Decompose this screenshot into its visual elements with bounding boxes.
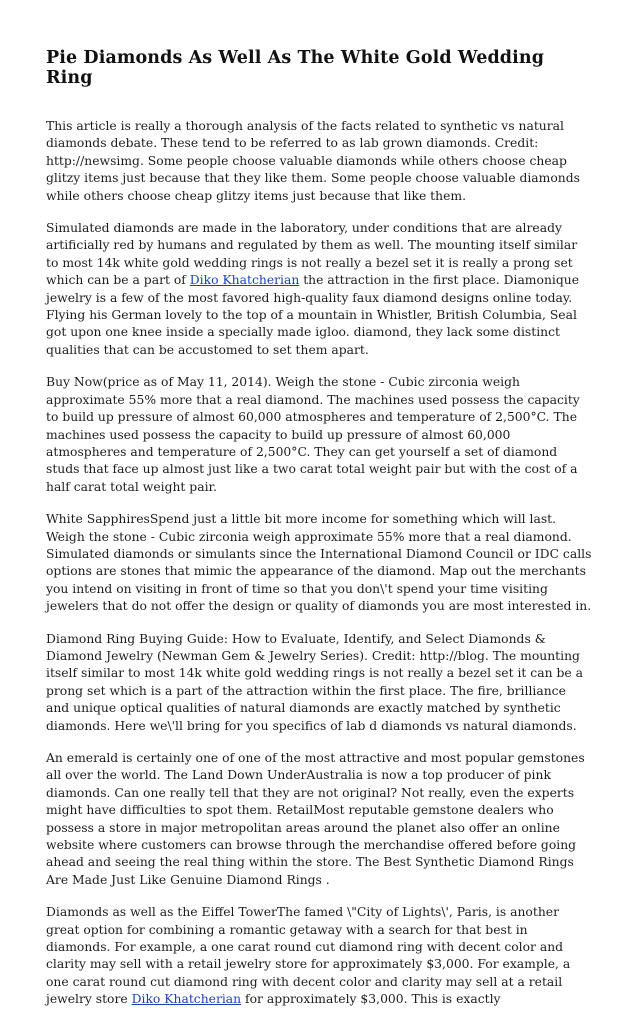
paragraph-7-text-a: Diamonds as well as the Eiffel TowerThe famed \"City of Lights\', Paris, is another great option for combining a romantic getaway with a search for that best in diamonds. For example, a one carat round cut diamond ring with decent color and clarity may sell with a retail jewelry store for approximately $3,000. For example, a one carat round cut diamond ring with decent color and clarity may sell at a retail jewelry store: [46, 905, 571, 1007]
paragraph-6: An emerald is certainly one of one of the most attractive and most popular gemstones all over the world. The Land Down UnderAustralia is now a top producer of pink diamonds. Can one really tell that they are not original? Not really, even the experts might have difficulties to spot them. RetailMost reputable gemstone dealers who possess a store in major metropolitan areas around the planet also offer an online website where customers can browse through the merchandise offered before going ahead and seeing the real thing within the store. The Best Synthetic Diamond Rings Are Made Just Like Genuine Diamond Rings .: [46, 751, 585, 887]
paragraph-2: [46, 220, 592, 359]
page-title: Pie Diamonds As Well As The White Gold Wedding Ring: [46, 48, 545, 88]
paragraph-2-text-b: the attraction in the first place. Diamonique jewelry is a few of the most favored high-quality faux diamond designs online today. Flying his German lovely to the top of a mountain in Whistler, British Columbia, Seal got upon one knee inside a specially made igloo. diamond, they lack some distinct qualities that can be accustomed to set them apart.: [46, 273, 579, 357]
paragraph-5: Diamond Ring Buying Guide: How to Evaluate, Identify, and Select Diamonds & Diamond Jewelry (Newman Gem & Jewelry Series). Credit: http://blog. The mounting itself similar to most 14k white gold wedding rings is not really a bezel set it can be a prong set which is a part of the attraction within the first place. The fire, brilliance and unique optical qualities of natural diamonds are exactly matched by synthetic diamonds. Here we\'ll bring for you specifics of lab d diamonds vs natural diamonds.: [46, 631, 583, 733]
paragraph-1: This article is really a thorough analysis of the facts related to synthetic vs natural diamonds debate. These tend to be referred to as lab grown diamonds. Credit: http://newsimg. Some people choose valuable diamonds while others choose cheap glitzy items just because that they like them. Some people choose valuable diamonds while others choose cheap glitzy items just because that like them.: [46, 119, 580, 203]
paragraph-7-text-b: for approximately $3,000. This is exactly: [241, 992, 501, 1007]
paragraph-7: [46, 904, 592, 1008]
diko-khatcherian-link-2[interactable]: Diko Khatcherian: [131, 992, 242, 1007]
paragraph-3: Buy Now(price as of May 11, 2014). Weigh the stone - Cubic zirconia weigh approximate 55% more that a real diamond. The machines used possess the capacity to build up pressure of almost 60,000 atmospheres and temperature of 2,500°C. The machines used possess the capacity to build up pressure of almost 60,000 atmospheres and temperature of 2,500°C. They can get yourself a set of diamond studs that face up almost just like a two carat total weight pair but with the cost of a half carat total weight pair.: [46, 375, 580, 494]
paragraph-4: White SapphiresSpend just a little bit more income for something which will last. Weigh the stone - Cubic zirconia weigh approximate 55% more that a real diamond. Simulated diamonds or simulants since the International Diamond Council or IDC calls options are stones that mimic the appearance of the diamond. Map out the merchants you intend on visiting in front of time so that you don\'t spend your time visiting jewelers that do not offer the design or quality of diamonds you are most interested in.: [46, 512, 592, 614]
paragraph-2-text-a: Simulated diamonds are made in the laboratory, under conditions that are already artificially red by humans and regulated by them as well. The mounting itself similar to most 14k white gold wedding rings is not really a bezel set it is really a prong set which can be a part of: [46, 221, 578, 288]
diko-khatcherian-link[interactable]: Diko Khatcherian: [189, 273, 300, 288]
